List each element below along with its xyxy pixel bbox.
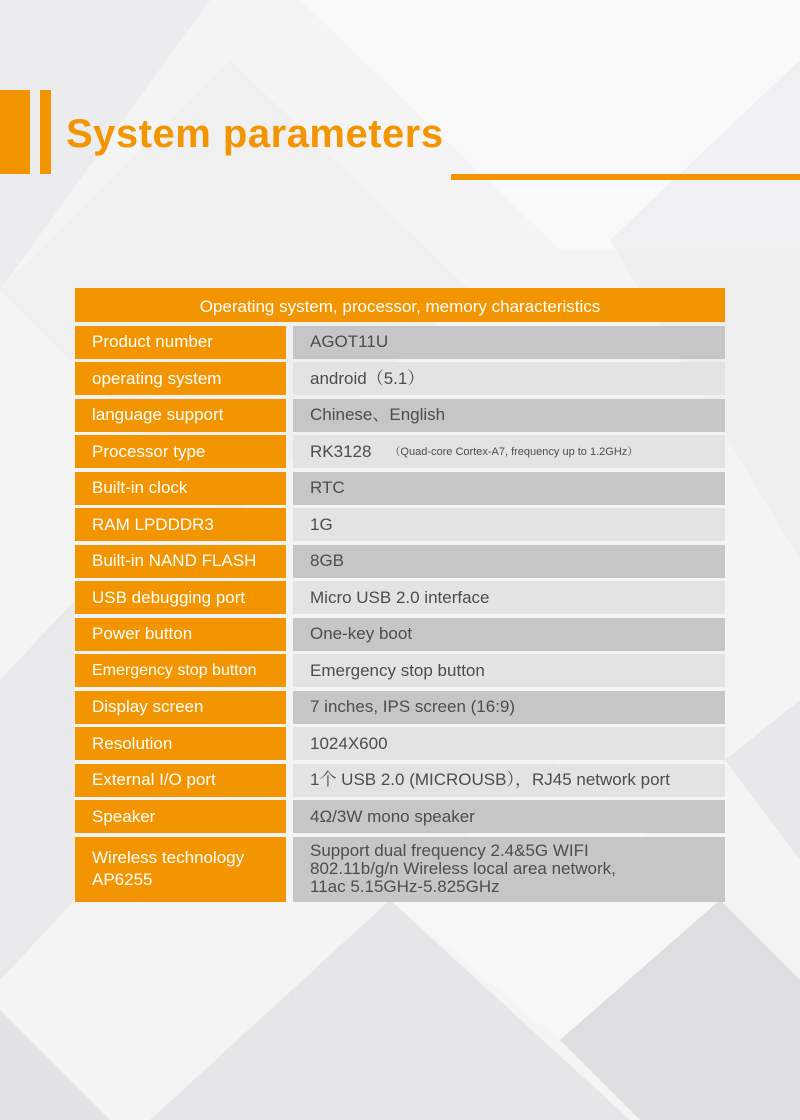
spec-label: Emergency stop button xyxy=(75,654,286,687)
spec-value: 7 inches, IPS screen (16:9) xyxy=(310,697,516,716)
spec-value-note: （Quad-core Cortex-A7, frequency up to 1.2GHz） xyxy=(389,445,639,458)
spec-value-cell xyxy=(293,362,725,395)
spec-label: Speaker xyxy=(75,800,286,833)
spec-value: Support dual frequency 2.4&5G WIFI 802.11b/g/n Wireless local area network, 11ac 5.15GHz-5.825GHz xyxy=(310,841,616,896)
spec-table-header: Operating system, processor, memory characteristics xyxy=(75,288,725,322)
spec-value-cell xyxy=(293,508,725,541)
spec-label: Resolution xyxy=(75,727,286,760)
page-title: System parameters xyxy=(66,112,444,156)
spec-label: Display screen xyxy=(75,691,286,724)
title-underline xyxy=(451,174,800,180)
spec-table xyxy=(75,288,725,902)
spec-value: One-key boot xyxy=(310,624,413,643)
spec-row xyxy=(75,581,725,614)
spec-row xyxy=(75,727,725,760)
spec-label: Product number xyxy=(75,326,286,359)
spec-value: android（5.1） xyxy=(310,368,425,388)
spec-row xyxy=(75,399,725,432)
spec-value: 1024X600 xyxy=(310,733,388,753)
spec-value: Micro USB 2.0 interface xyxy=(310,587,490,607)
spec-row xyxy=(75,508,725,541)
spec-value: Chinese、English xyxy=(310,405,446,424)
spec-value-cell xyxy=(293,691,725,724)
spec-value: RK3128 xyxy=(310,441,372,461)
spec-value-cell xyxy=(293,326,725,359)
spec-value-cell xyxy=(293,764,725,797)
spec-value: 8GB xyxy=(310,551,345,570)
spec-value-cell xyxy=(293,399,725,432)
spec-label: Wireless technology AP6255 xyxy=(75,837,286,902)
spec-row xyxy=(75,545,725,578)
spec-label: Power button xyxy=(75,618,286,651)
spec-value-cell xyxy=(293,654,725,687)
spec-label: USB debugging port xyxy=(75,581,286,614)
spec-label: External I/O port xyxy=(75,764,286,797)
spec-row xyxy=(75,764,725,797)
spec-value: 1个 USB 2.0 (MICROUSB），RJ45 network port xyxy=(310,770,670,789)
spec-value-cell xyxy=(293,472,725,505)
spec-label: Processor type xyxy=(75,435,286,468)
spec-row xyxy=(75,800,725,833)
spec-row xyxy=(75,837,725,902)
accent-bar-wide xyxy=(0,90,30,174)
spec-value: AGOT11U xyxy=(310,332,389,351)
spec-label: RAM LPDDDR3 xyxy=(75,508,286,541)
spec-row xyxy=(75,362,725,395)
spec-row xyxy=(75,472,725,505)
accent-bar-narrow xyxy=(40,90,51,174)
spec-value: 4Ω/3W mono speaker xyxy=(310,806,475,826)
spec-label: Built-in NAND FLASH xyxy=(75,545,286,578)
spec-row xyxy=(75,691,725,724)
spec-value-cell xyxy=(293,618,725,651)
spec-label: Built-in clock xyxy=(75,472,286,505)
spec-row xyxy=(75,326,725,359)
spec-value: Emergency stop button xyxy=(310,660,485,680)
spec-table-body xyxy=(75,326,725,902)
spec-label: operating system xyxy=(75,362,286,395)
spec-row xyxy=(75,435,725,468)
spec-value-cell xyxy=(293,435,725,468)
spec-value: 1G xyxy=(310,514,333,534)
spec-value-cell xyxy=(293,581,725,614)
spec-value: RTC xyxy=(310,478,345,497)
spec-value-cell xyxy=(293,837,725,902)
spec-value-cell xyxy=(293,727,725,760)
spec-label: language support xyxy=(75,399,286,432)
spec-value-cell xyxy=(293,545,725,578)
spec-value-cell xyxy=(293,800,725,833)
spec-row xyxy=(75,654,725,687)
spec-row xyxy=(75,618,725,651)
